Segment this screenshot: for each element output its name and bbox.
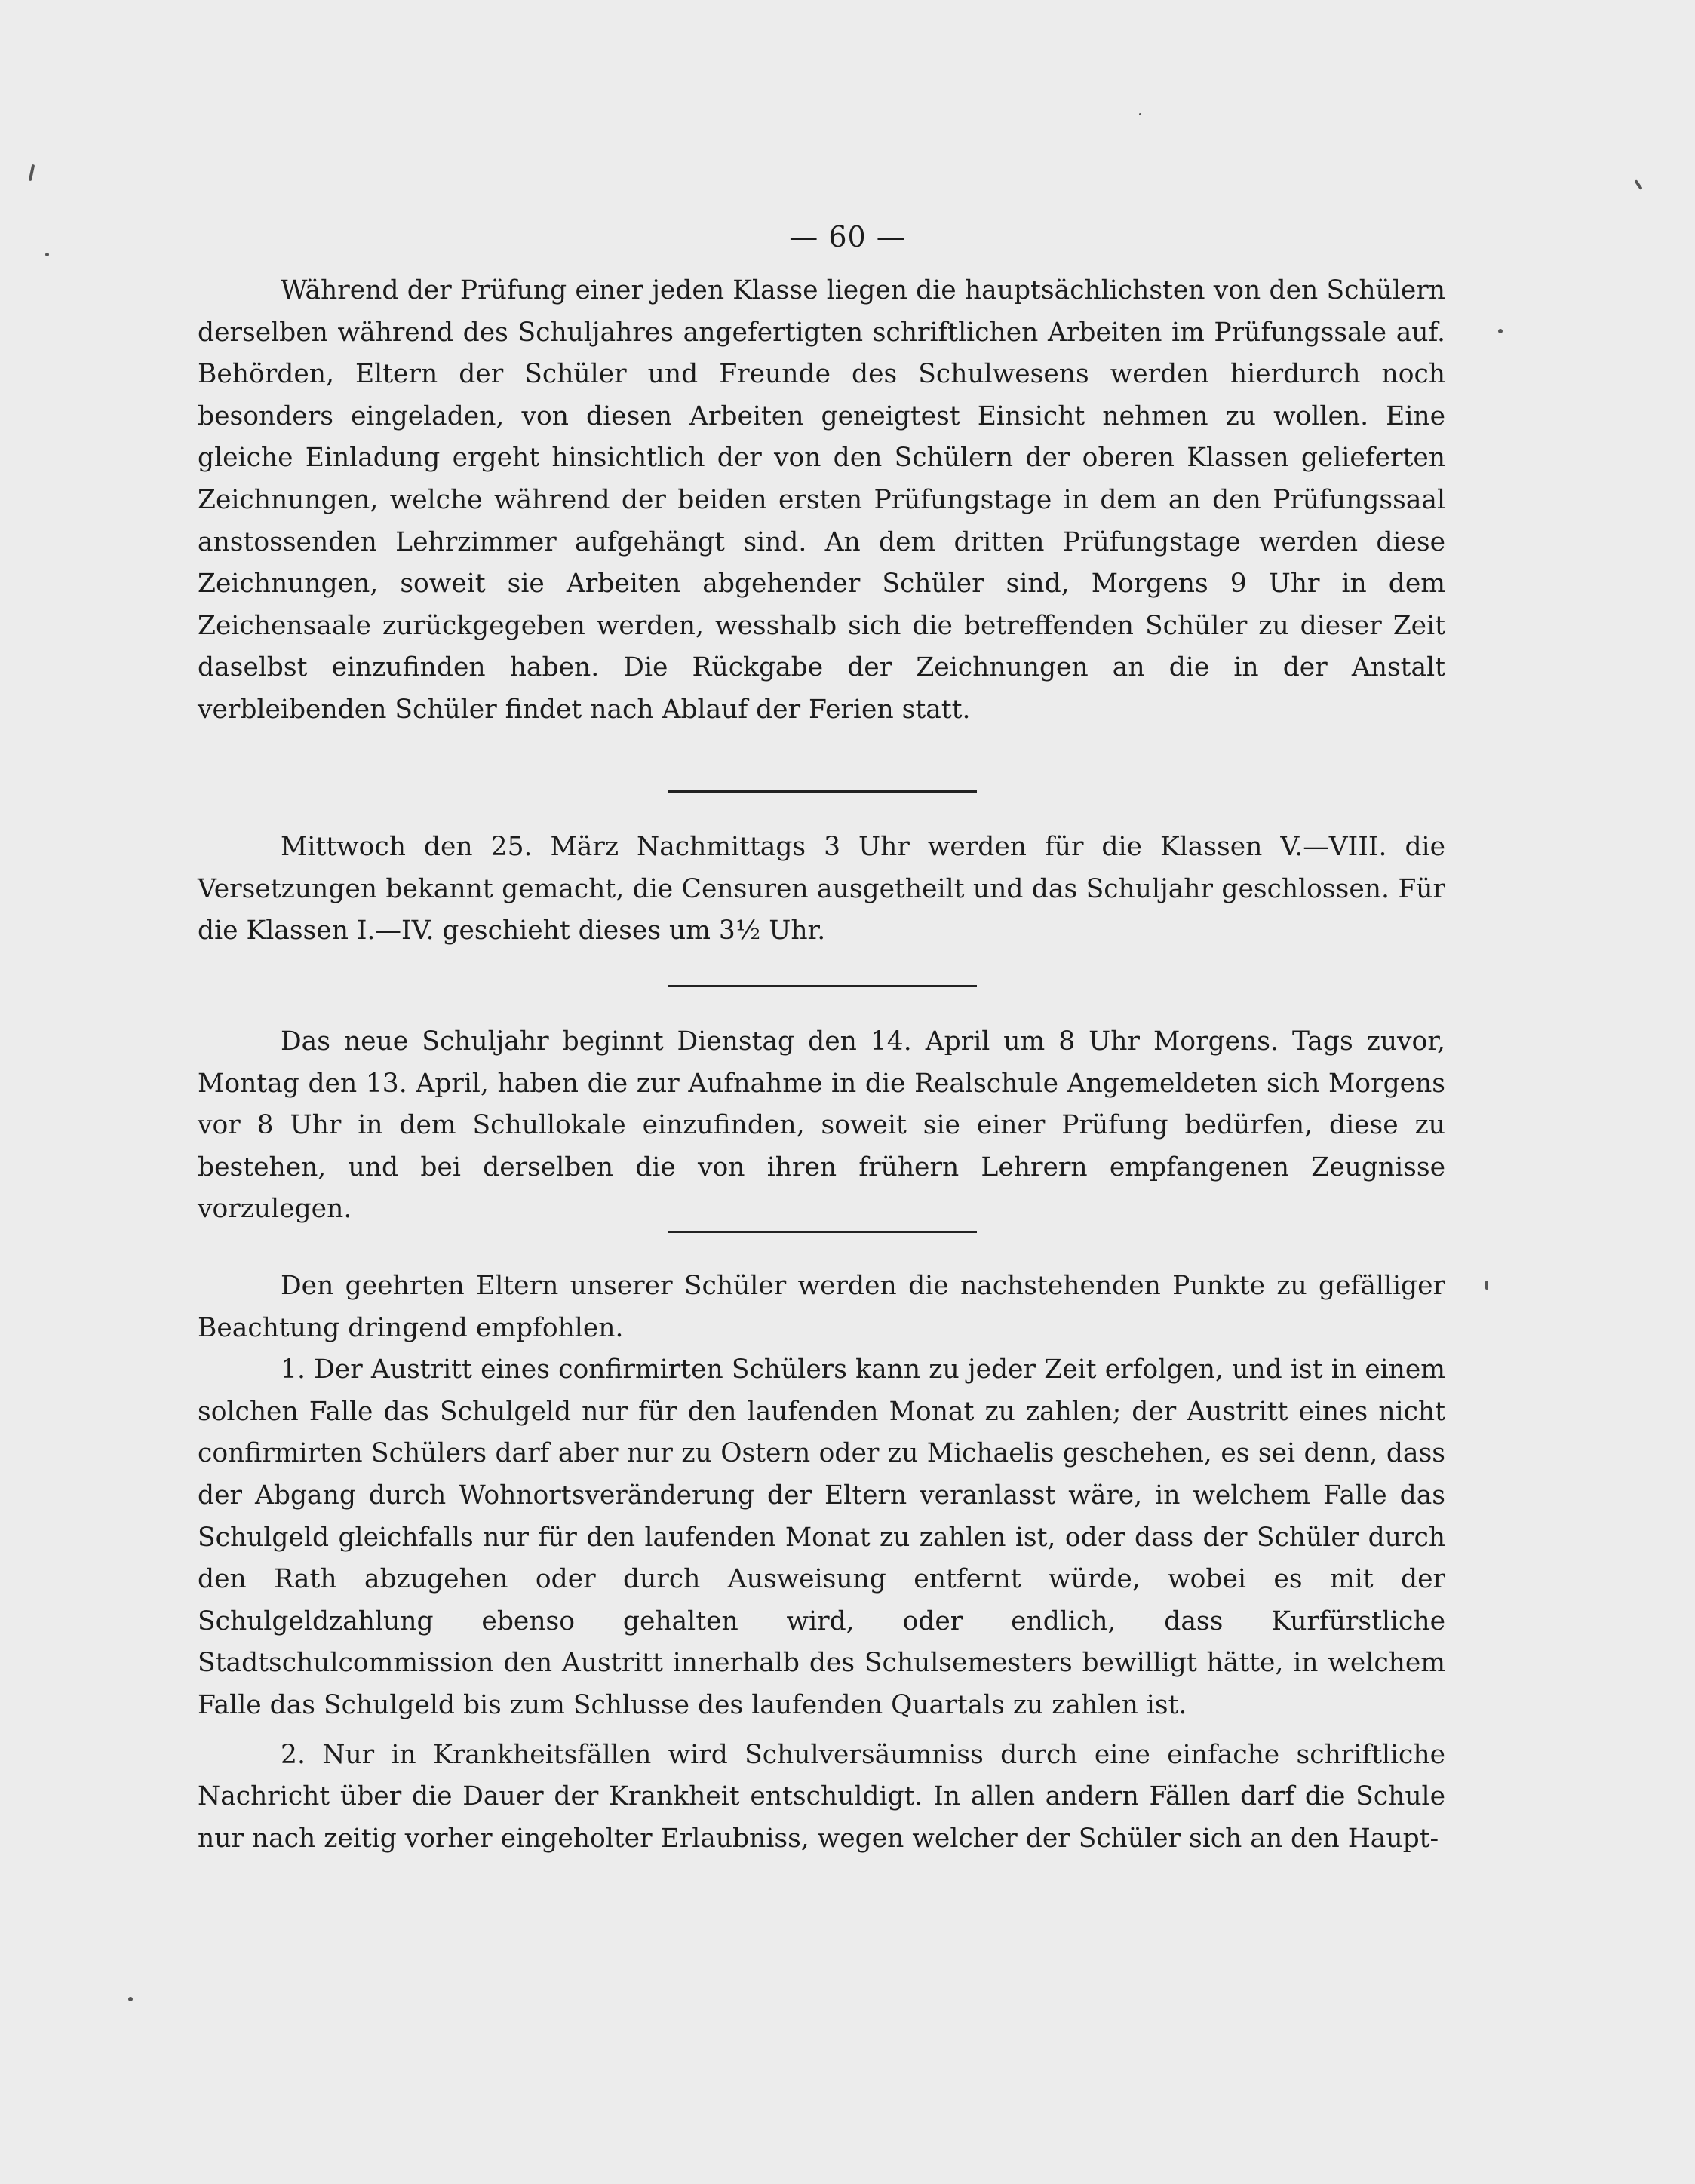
paper-speck — [1485, 1281, 1488, 1290]
paragraph-text: Den geehrten Eltern unserer Schüler werden die nachstehenden Punkte zu gefälliger Beachtung dringend empfohlen. — [198, 1271, 1445, 1343]
paragraph-text: Während der Prüfung einer jeden Klasse liegen die hauptsächlichsten von den Schülern derselben während des Schuljahres angefertigten schriftlichen Arbeiten im Prüfungssale auf. Behörden, Eltern der Schüler und Freunde des Schulwesens werden hierdurch noch besonders eingeladen, von diesen Arbeiten geneigtest Einsicht nehmen zu wollen. Eine gleiche Einladung ergeht hinsichtlich der von den Schülern der oberen Klassen gelieferten Zeichnungen, welche während der beiden ersten Prüfungstage in dem an den Prüfungssaal anstossenden Lehrzimmer aufgehängt sind. An dem dritten Prüfungstage werden diese Zeichnungen, soweit sie Arbeiten abgehender Schüler sind, Morgens 9 Uhr in dem Zeichensaale zurückgegeben werden, wesshalb sich die betreffenden Schüler zu dieser Zeit daselbst einzufinden haben. Die Rückgabe der Zeichnungen an die in der Anstalt verbleibenden Schüler findet nach Ablauf der Ferien statt. — [198, 275, 1445, 725]
section-divider — [668, 985, 977, 987]
paragraph-closing — [198, 827, 1445, 952]
paper-speck — [1139, 113, 1141, 115]
paragraph-new-year — [198, 1021, 1445, 1231]
paper-speck — [45, 253, 49, 256]
paper-speck — [29, 164, 35, 181]
paragraph-text: Mittwoch den 25. März Nachmittags 3 Uhr werden für die Klassen V.—VIII. die Versetzungen bekannt gemacht, die Censuren ausgetheilt und das Schuljahr geschlossen. Für die Klassen I.—IV. geschieht dieses um 3½ Uhr. — [198, 832, 1445, 946]
paragraph-text: 2. Nur in Krankheitsfällen wird Schulversäumniss durch eine einfache schriftliche Nachricht über die Dauer der Krankheit entschuldigt. In allen andern Fällen darf die Schule nur nach zeitig vorher eingeholter Erlaubniss, wegen welcher der Schüler sich an den Haupt- — [198, 1739, 1445, 1854]
paper-speck — [128, 1997, 133, 2001]
paragraph-notices — [198, 1265, 1445, 1860]
paper-speck — [1498, 329, 1503, 333]
paragraph-exhibition — [198, 270, 1445, 732]
section-divider — [668, 790, 977, 793]
page-number: — 60 — — [789, 220, 906, 253]
paragraph-text: Das neue Schuljahr beginnt Dienstag den 14. April um 8 Uhr Morgens. Tags zuvor, Montag den 13. April, haben die zur Aufnahme in die Realschule Angemeldeten sich Morgens vor 8 Uhr in dem Schullokale einzufinden, soweit sie einer Prüfung bedürfen, diese zu bestehen, und bei derselben die von ihren frühern Lehrern empfangenen Zeugnisse vorzulegen. — [198, 1026, 1445, 1225]
paper-speck — [1634, 179, 1642, 190]
section-divider — [668, 1231, 977, 1233]
paragraph-text: 1. Der Austritt eines confirmirten Schülers kann zu jeder Zeit erfolgen, und ist in einem solchen Falle das Schulgeld nur für den laufenden Monat zu zahlen; der Austritt eines nicht confirmirten Schülers darf aber nur zu Ostern oder zu Michaelis geschehen, es sei denn, dass der Abgang durch Wohnortsveränderung der Eltern veranlasst wäre, in welchem Falle das Schulgeld gleichfalls nur für den laufenden Monat zu zahlen ist, oder dass der Schüler durch den Rath abzugehen oder durch Ausweisung entfernt würde, wobei es mit der Schulgeldzahlung ebenso gehalten wird, oder endlich, dass Kurfürstliche Stadtschulcommission den Austritt innerhalb des Schulsemesters bewilligt hätte, in welchem Falle das Schulgeld bis zum Schlusse des laufenden Quartals zu zahlen ist. — [198, 1354, 1445, 1720]
